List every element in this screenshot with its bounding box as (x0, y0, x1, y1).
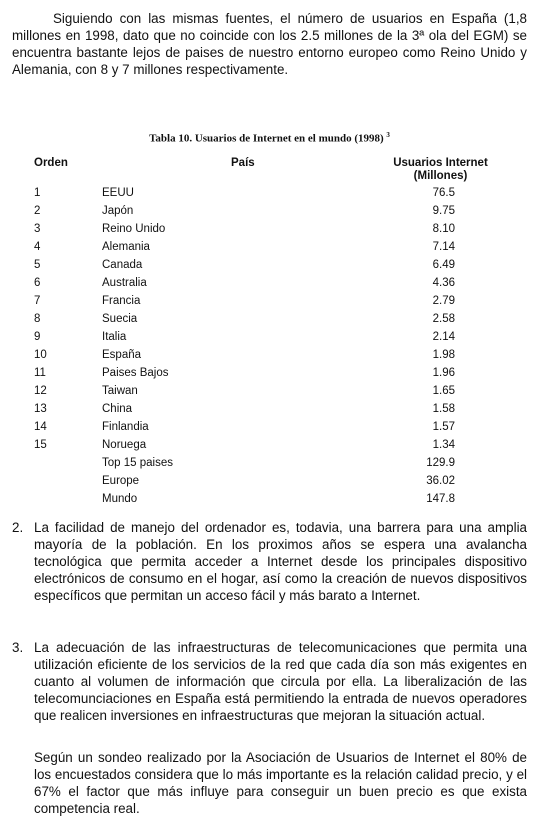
row-valor: 9.75 (432, 205, 455, 217)
row-valor: 4.36 (432, 277, 455, 289)
table-row (0, 221, 539, 237)
row-valor: 36.02 (426, 475, 455, 487)
table-row (0, 311, 539, 327)
row-pais: Francia (102, 295, 141, 307)
table-row (0, 365, 539, 381)
row-orden: 6 (34, 277, 41, 289)
row-pais: Noruega (102, 439, 147, 451)
row-pais: China (102, 403, 133, 415)
list-number: 2. (12, 520, 24, 535)
table-row (0, 185, 539, 201)
row-valor: 2.58 (432, 313, 455, 325)
row-pais: Mundo (102, 493, 138, 505)
row-valor: 1.96 (432, 367, 455, 379)
row-valor: 8.10 (432, 223, 455, 235)
table-row-total (0, 491, 539, 507)
row-orden: 2 (34, 205, 41, 217)
header-pais: País (231, 157, 255, 169)
list-text: La facilidad de manejo del ordenador es, todavia, una barrera para una amplia mayoría de la población. En los proximos años se espera una avalancha tecnológica que permita acceder a Internet desde los principales dispositivo electrónicos de consumo en el hogar, así como la creación de nuevos dispositivos específicos que permitan un acceso fácil y más barato a Internet. (34, 520, 527, 603)
row-pais: Reino Unido (102, 223, 166, 235)
row-pais: Alemania (102, 241, 150, 253)
table-row (0, 203, 539, 219)
intro-paragraph: Siguiendo con las mismas fuentes, el número de usuarios en España (1,8 millones en 1998, dato que no coincide con los 2.5 millones de la 3ª ola del EGM) se encuentra bastante lejos de paises de nuestro entorno europeo como Reino Unido y Alemania, con 8 y 7 millones respectivamente. (12, 11, 527, 77)
row-orden: 13 (34, 403, 47, 415)
row-valor: 6.49 (432, 259, 455, 271)
row-valor: 2.14 (432, 331, 455, 343)
row-pais: Taiwan (102, 385, 138, 397)
row-orden: 7 (34, 295, 41, 307)
row-pais: Canada (102, 259, 143, 271)
row-pais: Italia (102, 331, 127, 343)
table-row (0, 347, 539, 363)
row-orden: 10 (34, 349, 47, 361)
table-row (0, 239, 539, 255)
table-title (0, 131, 539, 145)
row-pais: Paises Bajos (102, 367, 169, 379)
row-pais: Top 15 paises (102, 457, 173, 469)
row-valor: 1.58 (432, 403, 455, 415)
row-pais: EEUU (102, 187, 134, 199)
row-valor: 1.34 (432, 439, 455, 451)
row-orden: 11 (34, 367, 46, 379)
row-valor: 7.14 (432, 241, 455, 253)
table-row-total (0, 455, 539, 471)
table-row (0, 419, 539, 435)
row-orden: 1 (34, 187, 41, 199)
row-orden: 9 (34, 331, 41, 343)
row-pais: Finlandia (102, 421, 149, 433)
table-row-total (0, 473, 539, 489)
header-usuarios (378, 157, 503, 183)
closing-paragraph: Según un sondeo realizado por la Asociación de Usuarios de Internet el 80% de los encuestados considera que lo más importante es la relación calidad precio, y el 67% el factor que más influye para conseguir un buen precio es que exista competencia real. (34, 750, 527, 816)
list-number: 3. (12, 640, 24, 655)
row-valor: 147.8 (426, 493, 455, 505)
row-pais: Europe (102, 475, 140, 487)
row-valor: 76.5 (432, 187, 455, 199)
row-valor: 1.98 (432, 349, 455, 361)
row-pais: Japón (102, 205, 134, 217)
row-orden: 12 (34, 385, 47, 397)
table-row (0, 257, 539, 273)
table-row (0, 401, 539, 417)
row-orden: 4 (34, 241, 41, 253)
row-orden: 15 (34, 439, 47, 451)
row-orden: 5 (34, 259, 41, 271)
row-orden: 3 (34, 223, 41, 235)
row-pais: Suecia (102, 313, 138, 325)
row-orden: 14 (34, 421, 47, 433)
row-valor: 1.65 (432, 385, 455, 397)
row-pais: Australia (102, 277, 147, 289)
table-row (0, 437, 539, 453)
table-row (0, 293, 539, 309)
table-title-text: Tabla 10. Usuarios de Internet en el mundo (1998) (149, 132, 384, 145)
row-valor: 2.79 (432, 295, 455, 307)
row-orden: 8 (34, 313, 41, 325)
header-usuarios-line1: Usuarios Internet (393, 157, 488, 169)
table-row (0, 383, 539, 399)
table-row (0, 329, 539, 345)
header-usuarios-line2: (Millones) (413, 170, 468, 182)
row-valor: 1.57 (432, 421, 455, 433)
table-row (0, 275, 539, 291)
list-text: La adecuación de las infraestructuras de telecomunicaciones que permita una utilización eficiente de los servicios de la red que cada día son más exigentes en cuanto al volumen de información que circula por ella. La liberalización de las telecomunciaciones en España está permitiendo la entrada de nuevos operadores que realicen inversiones en infraestructuras que mejoran la situación actual. (34, 640, 527, 723)
row-valor: 129.9 (426, 457, 455, 469)
row-pais: España (102, 349, 142, 361)
header-orden: Orden (34, 157, 68, 169)
table-footnote-ref: 3 (386, 131, 390, 139)
